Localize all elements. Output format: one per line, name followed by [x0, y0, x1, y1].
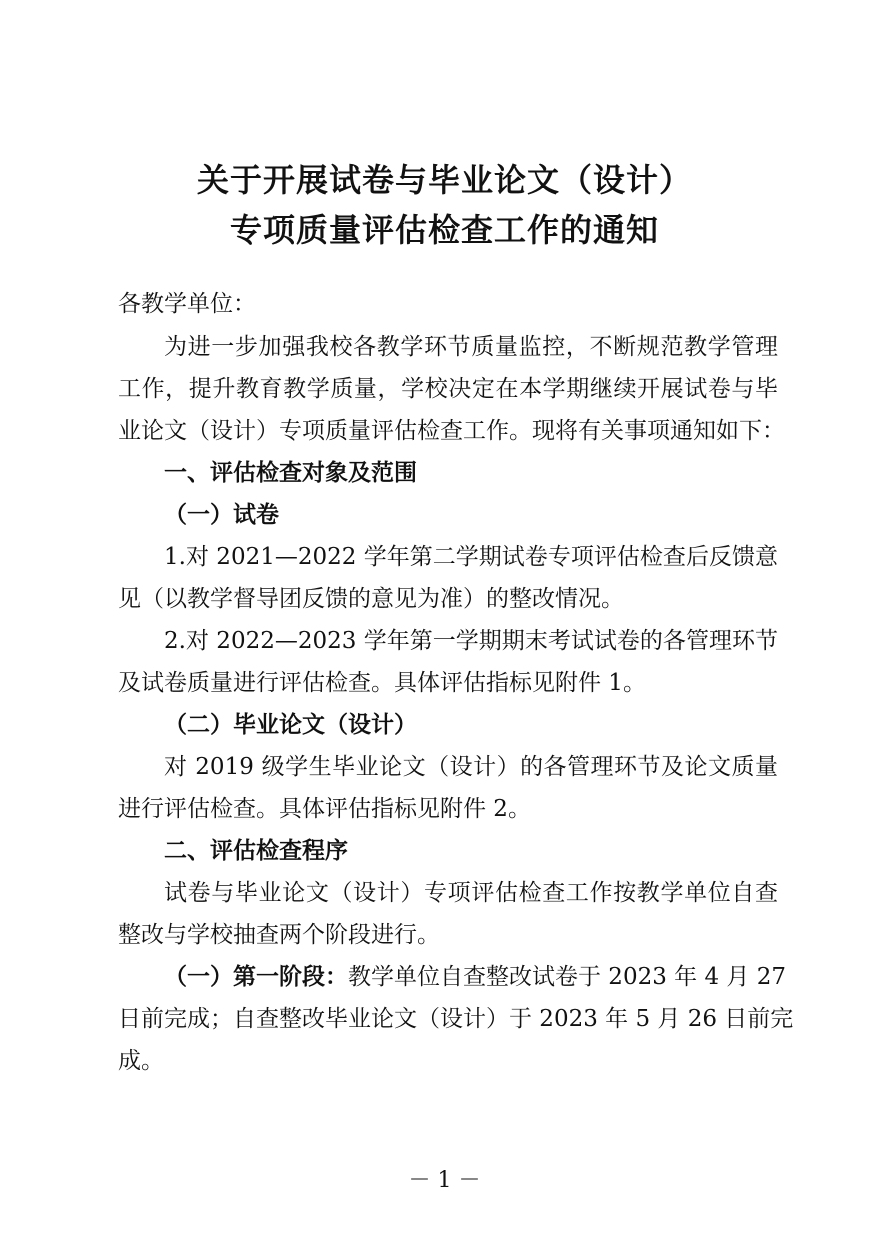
subsection-heading: （二）毕业论文（设计）: [164, 712, 417, 738]
paragraph-line: 1.对 2021—2022 学年第二学期试卷专项评估检查后反馈意: [164, 544, 778, 570]
paragraph-line: 见（以教学督导团反馈的意见为准）的整改情况。: [118, 586, 624, 612]
document-title-line-1: 关于开展试卷与毕业论文（设计）: [196, 161, 692, 199]
stage-text: 教学单位自查整改试卷于 2023 年 4 月 27: [348, 964, 786, 990]
page-number: － 1 －: [408, 1168, 481, 1193]
salutation: 各教学单位：: [118, 291, 256, 317]
subsection-heading: （一）试卷: [164, 502, 279, 528]
document-title-line-2: 专项质量评估检查工作的通知: [229, 211, 659, 249]
stage-label: （一）第一阶段：: [164, 964, 348, 990]
paragraph-line: 对 2019 级学生毕业论文（设计）的各管理环节及论文质量: [164, 754, 778, 780]
paragraph-line: [164, 962, 786, 992]
section-heading: 一、评估检查对象及范围: [164, 460, 417, 486]
paragraph-line: 成。: [118, 1048, 164, 1074]
paragraph-line: 2.对 2022—2023 学年第一学期期末考试试卷的各管理环节: [164, 628, 778, 654]
paragraph-line: 及试卷质量进行评估检查。具体评估指标见附件 1。: [118, 670, 646, 696]
paragraph-line: 试卷与毕业论文（设计）专项评估检查工作按教学单位自查: [164, 880, 778, 906]
intro-line: 业论文（设计）专项质量评估检查工作。现将有关事项通知如下：: [118, 418, 785, 444]
section-heading: 二、评估检查程序: [164, 838, 348, 864]
paragraph-line: 日前完成；自查整改毕业论文（设计）于 2023 年 5 月 26 日前完: [118, 1006, 794, 1032]
paragraph-line: 整改与学校抽查两个阶段进行。: [118, 922, 440, 948]
intro-line: 工作，提升教育教学质量，学校决定在本学期继续开展试卷与毕: [118, 376, 778, 402]
paragraph-line: 进行评估检查。具体评估指标见附件 2。: [118, 796, 531, 822]
intro-line: 为进一步加强我校各教学环节质量监控，不断规范教学管理: [164, 334, 778, 360]
